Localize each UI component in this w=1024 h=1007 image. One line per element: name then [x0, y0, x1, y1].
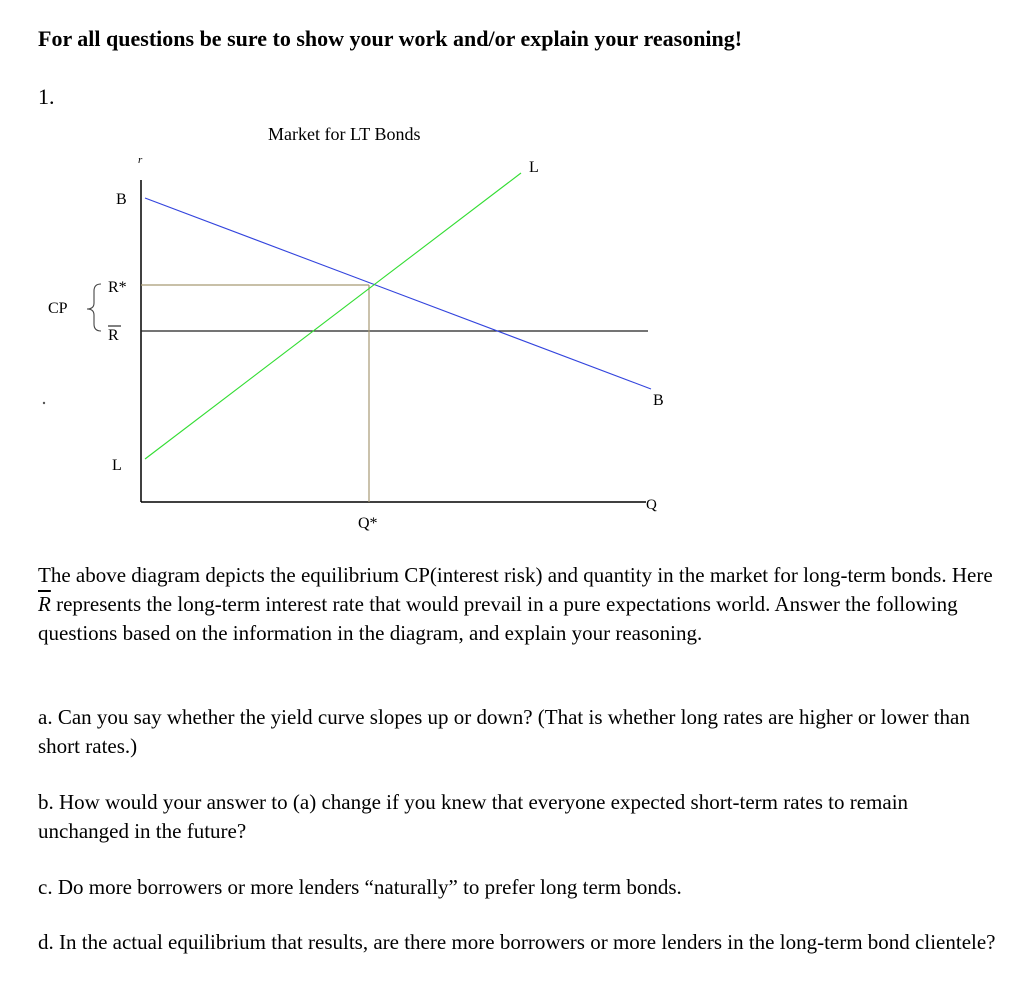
x-axis-label: Q — [646, 497, 657, 513]
cp-brace — [87, 284, 101, 331]
intro-paragraph — [38, 561, 998, 648]
question-c: c. Do more borrowers or more lenders “naturally” to prefer long term bonds. — [38, 875, 682, 899]
question-number: 1. — [38, 84, 55, 109]
page-heading: For all questions be sure to show your work and/or explain your reasoning! — [38, 26, 743, 51]
y-axis-label: r — [138, 154, 143, 166]
r-bar-symbol: $\overline{R}$ — [38, 592, 51, 616]
lend-curve — [145, 173, 521, 459]
intro-text-part2: represents the long-term interest rate that would prevail in a pure expectations world. Answer the following questions based on the information in the diagram, and explain your reasoning. — [38, 592, 958, 645]
borrow-curve-label-top: B — [116, 191, 127, 208]
intro-text-part1: The above diagram depicts the equilibrium CP(interest risk) and quantity in the market for long-term bonds. Here — [38, 563, 993, 587]
cp-label: CP — [48, 300, 68, 317]
lend-curve-label-bottom: L — [112, 457, 122, 474]
equilibrium-quantity-label: Q* — [358, 515, 378, 532]
expectations-rate-label: R — [108, 327, 119, 344]
lend-curve-label-top: L — [529, 159, 539, 176]
borrow-curve-label-bottom: B — [653, 392, 664, 409]
question-a: a. Can you say whether the yield curve slopes up or down? (That is whether long rates are higher or lower than short rates.) — [38, 705, 970, 758]
diagram-title: Market for LT Bonds — [268, 124, 421, 144]
question-d: d. In the actual equilibrium that results, are there more borrowers or more lenders in the long-term bond clientele? — [38, 930, 996, 954]
question-b: b. How would your answer to (a) change if you knew that everyone expected short-term rates to remain unchanged in the future? — [38, 790, 909, 843]
borrow-curve — [145, 198, 651, 389]
stray-dot — [43, 402, 45, 404]
equilibrium-rate-label: R* — [108, 279, 127, 296]
